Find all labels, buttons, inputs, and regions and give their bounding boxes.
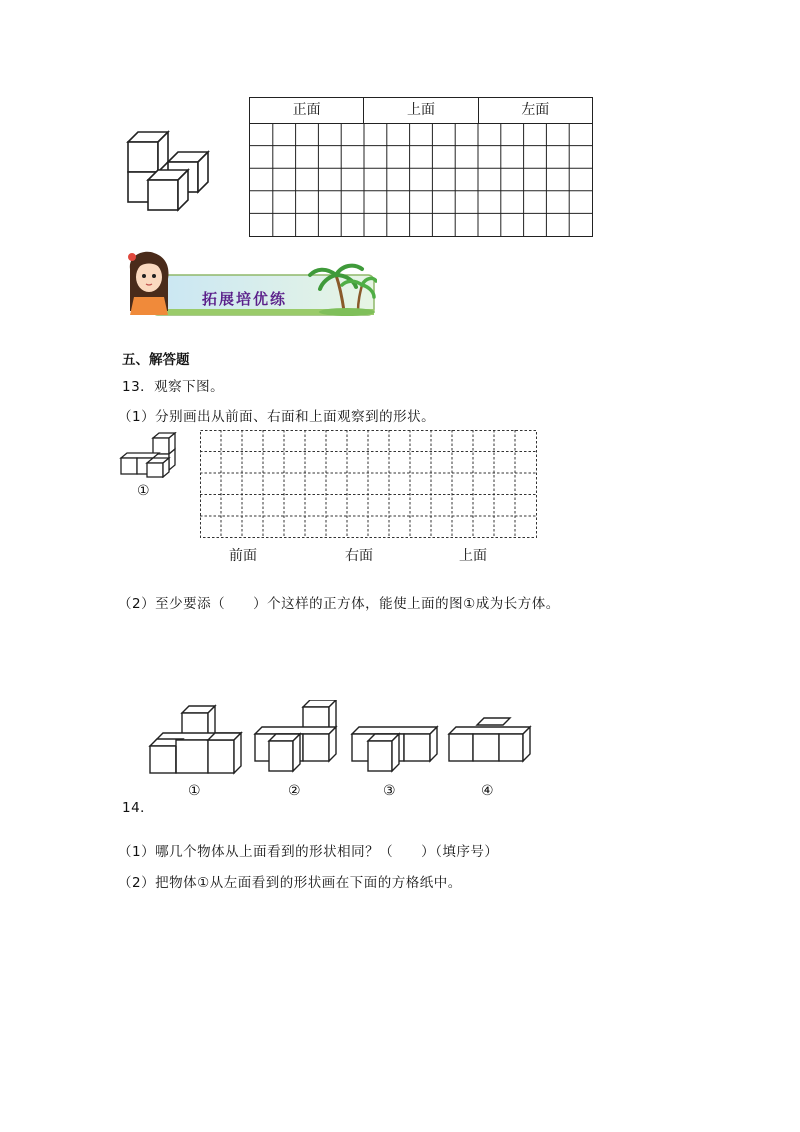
header-top: 上面 [364, 98, 478, 123]
q14-figure-2 [255, 700, 336, 771]
grid-label-top: 上面 [459, 548, 487, 564]
view-grid-table[interactable] [249, 97, 593, 237]
grid-label-right: 右面 [345, 548, 373, 564]
q14-figure-1 [150, 706, 241, 773]
q13-dashed-grid[interactable] [200, 430, 537, 538]
q13-prompt: 13．观察下图。 [122, 379, 225, 395]
q14-number: 14． [122, 800, 155, 816]
banner-title: 拓展培优练 [202, 290, 288, 308]
cube-figure-q13 [119, 432, 177, 478]
q14-figure-3 [352, 727, 437, 771]
q14-label-4: ④ [481, 783, 494, 799]
section-heading: 五、解答题 [122, 352, 190, 368]
q13-figure-label: ① [137, 483, 150, 499]
q14-part1: （1）哪几个物体从上面看到的形状相同？（ ）（填序号） [118, 844, 499, 860]
q14-part2: （2）把物体①从左面看到的形状画在下面的方格纸中。 [118, 875, 462, 891]
q13-part2: （2）至少要添（ ）个这样的正方体，能使上面的图①成为长方体。 [118, 596, 560, 612]
q14-figures [145, 700, 540, 780]
header-left: 左面 [521, 102, 550, 118]
q14-label-3: ③ [383, 783, 396, 799]
girl-mascot-icon [128, 252, 168, 315]
view-grid-cells[interactable] [250, 123, 592, 236]
view-grid-header [250, 98, 592, 124]
q14-label-1: ① [188, 783, 201, 799]
q14-label-2: ② [288, 783, 301, 799]
header-front: 正面 [250, 98, 364, 123]
q14-figure-4 [449, 718, 530, 761]
q13-part1: （1）分别画出从前面、右面和上面观察到的形状。 [118, 409, 436, 425]
cube-figure-top [125, 128, 215, 216]
grid-label-front: 前面 [229, 548, 257, 564]
